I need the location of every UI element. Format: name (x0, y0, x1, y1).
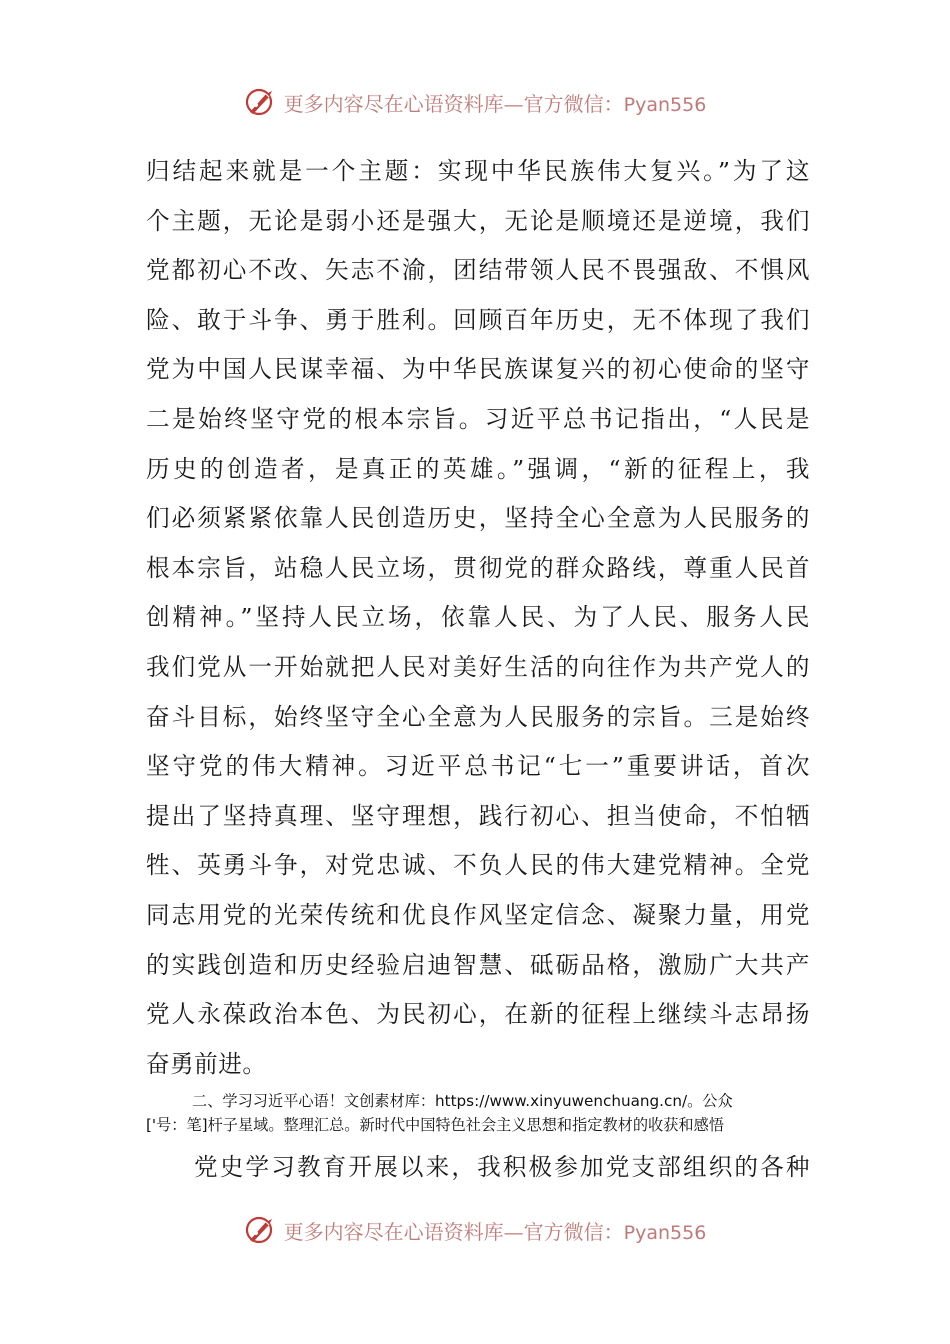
note-line-2: ['号：笔]杆子星域。整理汇总。新时代中国特色社会主义思想和指定教材的收获和感悟 (146, 1116, 724, 1134)
body-line: 们必须紧紧依靠人民创造历史，坚持全心全意为人民服务的 (146, 504, 810, 533)
pen-nib-logo-icon (244, 85, 278, 119)
body-line: 奋斗目标，始终坚守全心全意为人民服务的宗旨。三是始终 (146, 702, 810, 731)
body-line: 党为中国人民谋幸福、为中华民族谋复兴的初心使命的坚守 (146, 355, 810, 384)
body-line: 党都初心不改、矢志不渝，团结带领人民不畏强敌、不惧风 (146, 256, 810, 285)
source-note (146, 1089, 810, 1137)
body-line: 个主题，无论是弱小还是强大，无论是顺境还是逆境，我们 (146, 206, 810, 235)
note-line-1: 二、学习习近平心语！文创素材库：https://www.xinyuwenchuang.cn/。公众 (192, 1092, 733, 1110)
footer-banner (0, 1210, 950, 1250)
body-line: 牲、英勇斗争，对党忠诚、不负人民的伟大建党精神。全党 (146, 851, 810, 880)
body-line: 归结起来就是一个主题：实现中华民族伟大复兴。”为了这 (146, 157, 810, 185)
body-line: 坚守党的伟大精神。习近平总书记“七一”重要讲话，首次 (146, 752, 810, 781)
body-line: 奋勇前进。 (146, 1049, 267, 1078)
body-line: 历史的创造者，是真正的英雄。”强调，“新的征程上，我 (146, 454, 810, 483)
body-line: 险、敢于斗争、勇于胜利。回顾百年历史，无不体现了我们 (146, 305, 810, 334)
banner-text: 更多内容尽在心语资料库—官方微信：Pyan556 (283, 1219, 707, 1244)
body-line: 创精神。”坚持人民立场，依靠人民、为了人民、服务人民 (146, 603, 810, 632)
body-line: 根本宗旨，站稳人民立场，贯彻党的群众路线，尊重人民首 (146, 553, 810, 582)
body-line: 同志用党的光荣传统和优良作风坚定信念、凝聚力量，用党 (146, 900, 810, 929)
header-banner (0, 82, 950, 122)
body-line: 二是始终坚守党的根本宗旨。习近平总书记指出，“人民是 (146, 404, 810, 433)
pen-nib-logo-icon (244, 1213, 278, 1247)
body-line: 党人永葆政治本色、为民初心，在新的征程上继续斗志昂扬 (146, 1000, 810, 1029)
banner-text: 更多内容尽在心语资料库—官方微信：Pyan556 (283, 91, 707, 116)
body-line: 的实践创造和历史经验启迪智慧、砥砺品格，激励广大共产 (146, 950, 810, 979)
body-line: 我们党从一开始就把人民对美好生活的向往作为共产党人的 (146, 652, 810, 681)
wechat-id: Pyan556 (623, 1221, 707, 1244)
body-text (146, 147, 810, 1089)
paragraph-2-first-line: 党史学习教育开展以来，我积极参加党支部组织的各种 (194, 1153, 810, 1181)
body-line: 提出了坚持真理、坚守理想，践行初心、担当使命，不怕牺 (146, 801, 810, 830)
wechat-id: Pyan556 (623, 93, 707, 116)
